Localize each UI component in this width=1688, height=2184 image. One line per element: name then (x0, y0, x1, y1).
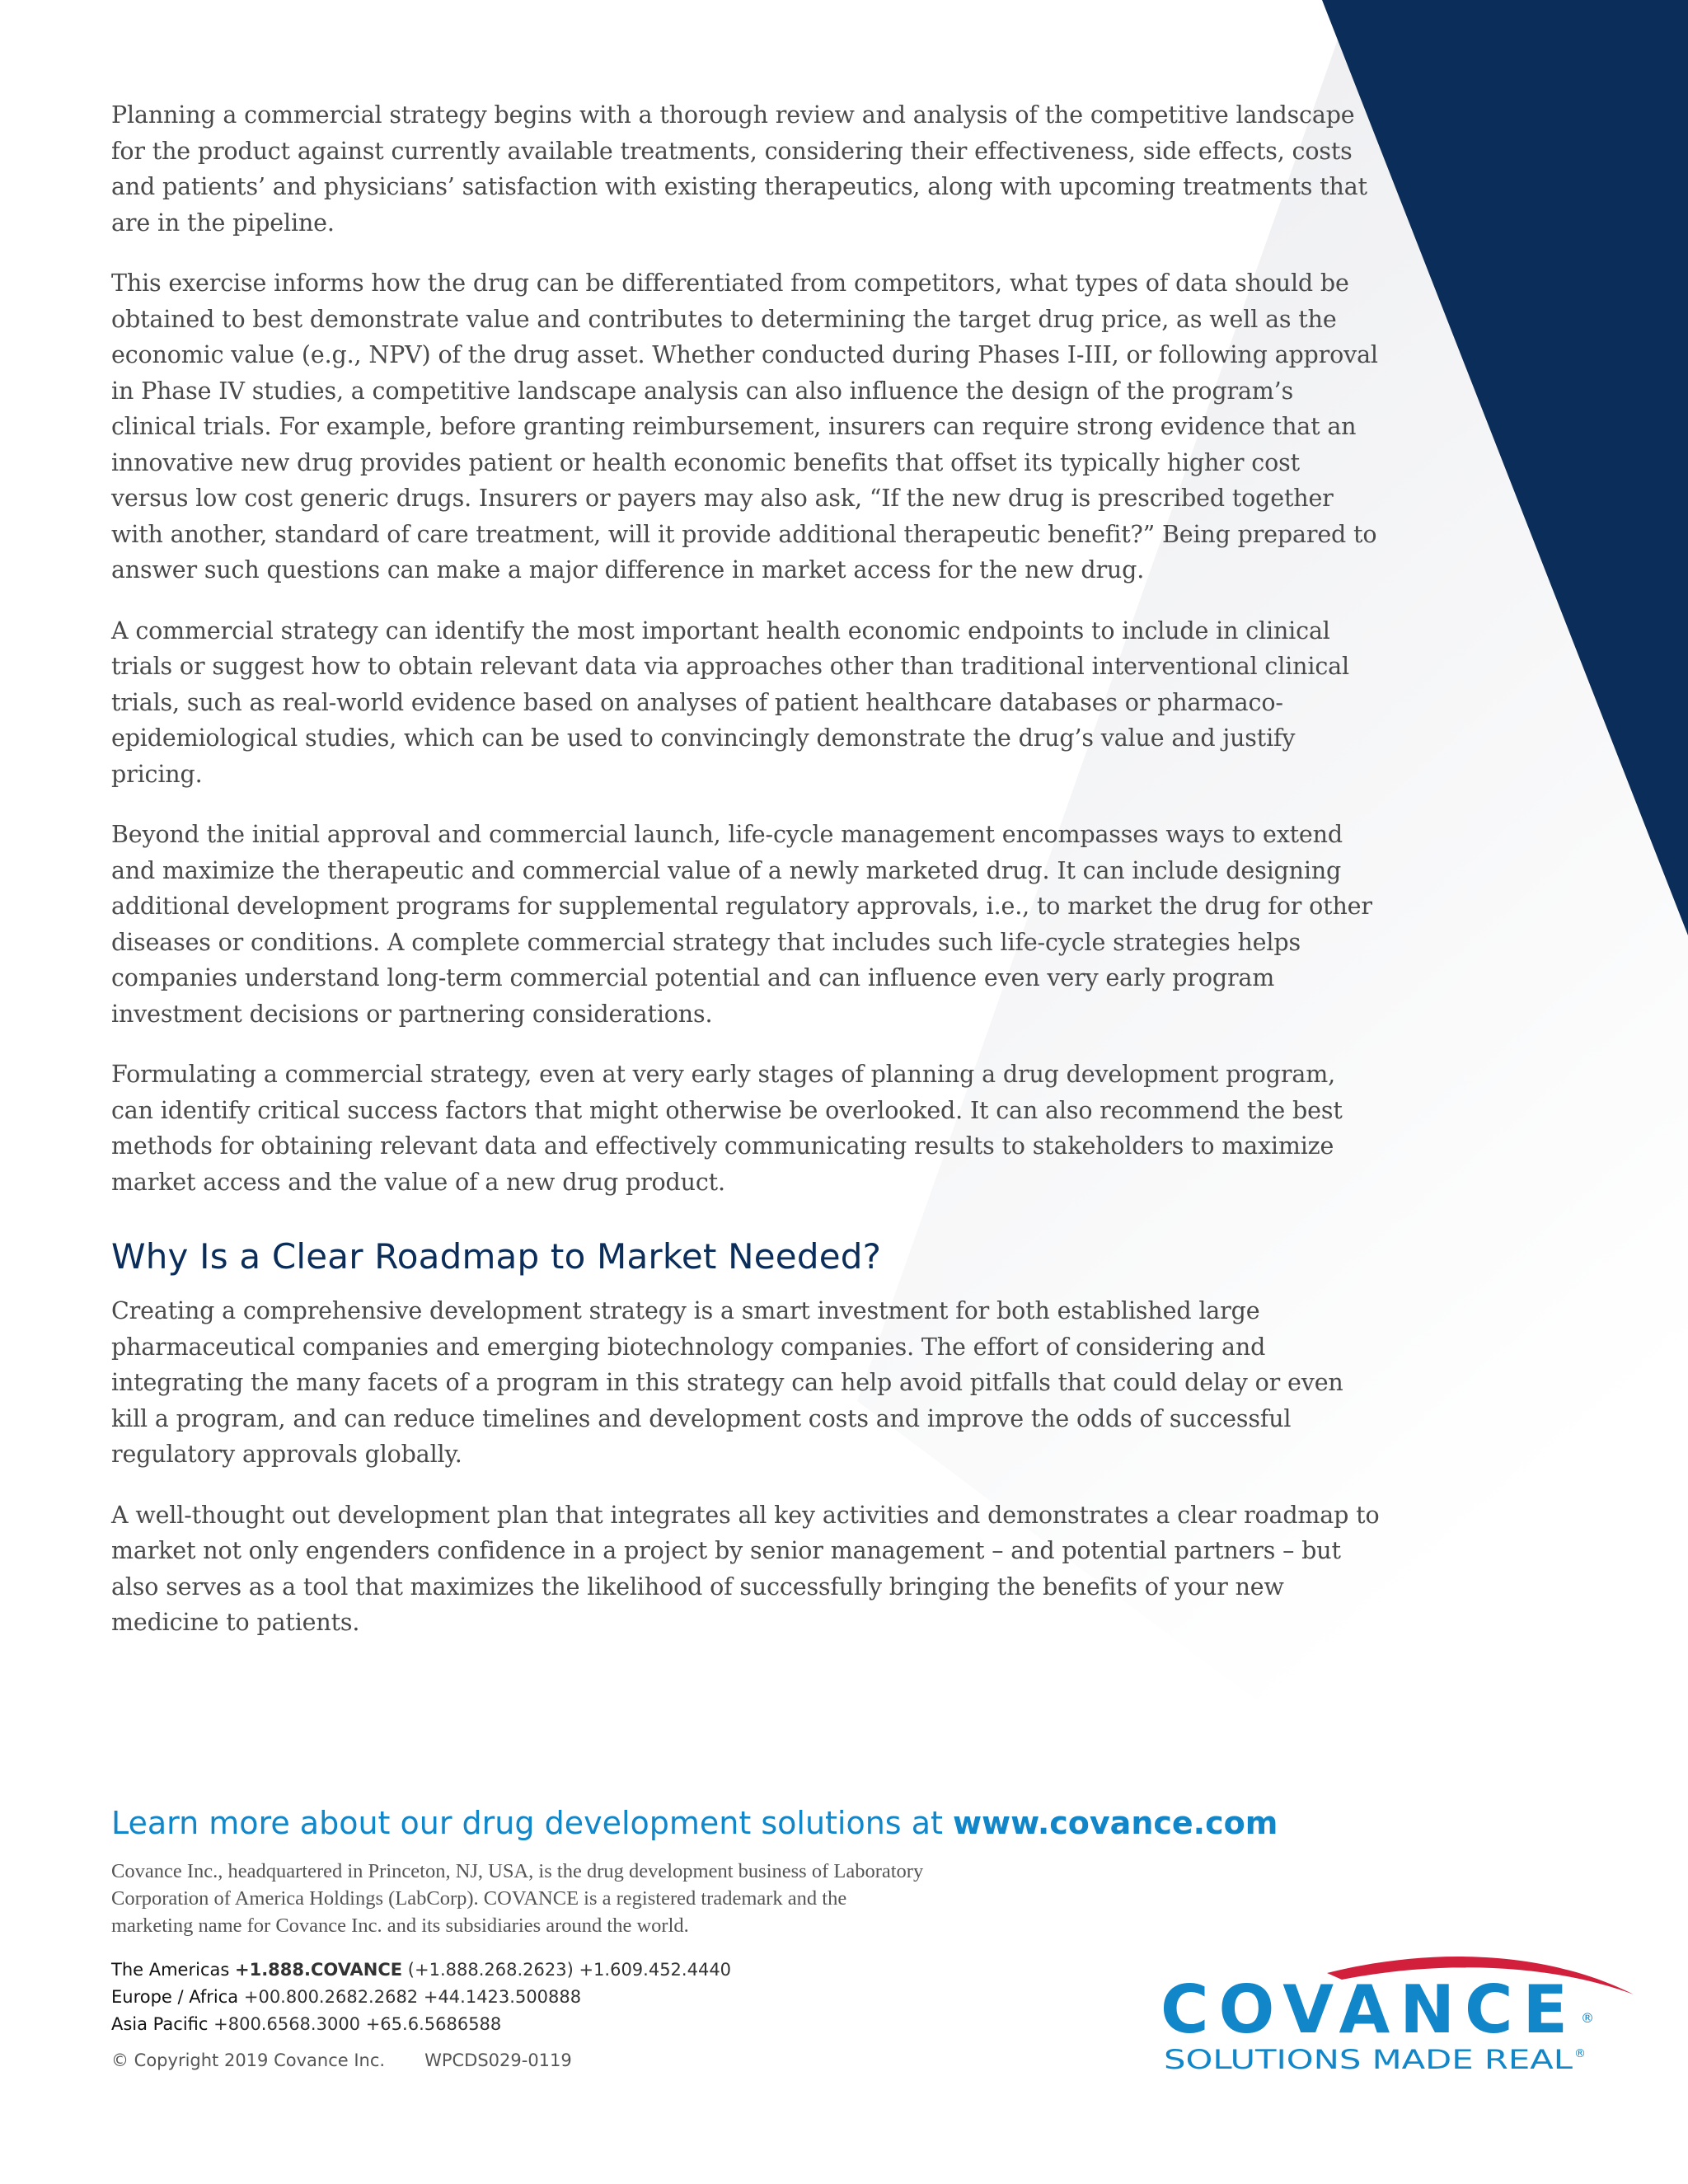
region-label: Asia Pacific (111, 2014, 209, 2034)
article-body (111, 97, 1381, 1666)
learn-more-text: Learn more about our drug development solutions at (111, 1805, 953, 1841)
logo-tagline: SOLUTIONS MADE REAL (1164, 2044, 1573, 2075)
paragraph: Formulating a commercial strategy, even at very early stages of planning a drug development program, can identify critical success factors that might otherwise be overlooked. It can also recommend the best methods for obtaining relevant data and effectively communicating results to stakeholders to maximize market access and the value of a new drug product. (111, 1061, 1343, 1196)
paragraph: This exercise informs how the drug can be differentiated from competitors, what types of data should be obtained to best demonstrate value and contributes to determining the target drug price, as well as the economic value (e.g., NPV) of the drug asset. Whether conducted during Phases I-III, or following approval in Phase IV studies, a competitive landscape analysis can also influence the design of the program’s clinical trials. For example, before granting reimbursement, insurers can require strong evidence that an innovative new drug provides patient or health economic benefits that offset its typically higher cost versus low cost generic drugs. Insurers or payers may also ask, “If the new drug is prescribed together with another, standard of care treatment, will it provide additional therapeutic benefit?” Being prepared to answer such questions can make a major difference in market access for the new drug. (111, 269, 1378, 583)
contact-numbers (111, 1957, 731, 2038)
copyright-line (111, 2050, 572, 2070)
contact-americas (111, 1957, 731, 1984)
region-label: The Americas (111, 1960, 230, 1980)
paragraph: A well-thought out development plan that integrates all key activities and demonstrates a clear roadmap to market not only engenders confidence in a project by senior management – and potential partners – but also serves as a tool that maximizes the likelihood of successfully bringing the benefits of your new medicine to patients. (111, 1501, 1380, 1636)
tagline-registered-mark: ® (1574, 2047, 1586, 2060)
learn-more-line (111, 1805, 1397, 1841)
covance-logo (1154, 1955, 1640, 2079)
section-heading: Why Is a Clear Roadmap to Market Needed? (111, 1236, 882, 1277)
about-line: Corporation of America Holdings (LabCorp). COVANCE is a registered trademark and the (111, 1887, 847, 1910)
logo-wordmark: COVANCE (1160, 1971, 1578, 2048)
phone-numbers: (+1.888.268.2623) +1.609.452.4440 (407, 1960, 732, 1980)
phone-primary: +1.888.COVANCE (235, 1960, 403, 1980)
paragraph: A commercial strategy can identify the most important health economic endpoints to include in clinical trials or suggest how to obtain relevant data via approaches other than traditional interventional clinical trials, such as real-world evidence based on analyses of patient healthcare databases or pharmaco-epidemiological studies, which can be used to convincingly demonstrate the drug’s value and justify pricing. (111, 616, 1349, 788)
about-line: Covance Inc., headquartered in Princeton, NJ, USA, is the drug development business of Laboratory (111, 1860, 924, 1882)
company-description (111, 1858, 1100, 1939)
document-code: WPCDS029-0119 (424, 2050, 572, 2070)
website-link[interactable]: www.covance.com (952, 1805, 1278, 1841)
region-label: Europe / Africa (111, 1987, 239, 2007)
copyright-text: © Copyright 2019 Covance Inc. (111, 2050, 386, 2070)
paragraph: Beyond the initial approval and commercial launch, life-cycle management encompasses ways to extend and maximize the therapeutic and commercial value of a newly marketed drug. It can include designing additional development programs for supplemental regulatory approvals, i.e., to market the drug for other diseases or conditions. A complete commercial strategy that includes such life-cycle strategies helps companies understand long-term commercial potential and can influence even very early program investment decisions or partnering considerations. (111, 821, 1372, 1028)
phone-numbers: +800.6568.3000 +65.6.5686588 (213, 2014, 502, 2034)
paragraph: Creating a comprehensive development strategy is a smart investment for both established large pharmaceutical companies and emerging biotechnology companies. The effort of considering and integrating the many facets of a program in this strategy can help avoid pitfalls that could delay or even kill a program, and can reduce timelines and development costs and improve the odds of successful regulatory approvals globally. (111, 1297, 1343, 1468)
phone-numbers: +00.800.2682.2682 +44.1423.500888 (243, 1987, 582, 2007)
contact-asia (111, 2011, 731, 2038)
paragraph: Planning a commercial strategy begins with a thorough review and analysis of the competitive landscape for the product against currently available treatments, considering their effectiveness, side effects, costs and patients’ and physicians’ satisfaction with existing therapeutics, along with upcoming treatments that are in the pipeline. (111, 101, 1367, 237)
about-line: marketing name for Covance Inc. and its subsidiaries around the world. (111, 1915, 689, 1937)
contact-europe (111, 1984, 731, 2011)
logo-registered-mark: ® (1581, 2010, 1594, 2026)
